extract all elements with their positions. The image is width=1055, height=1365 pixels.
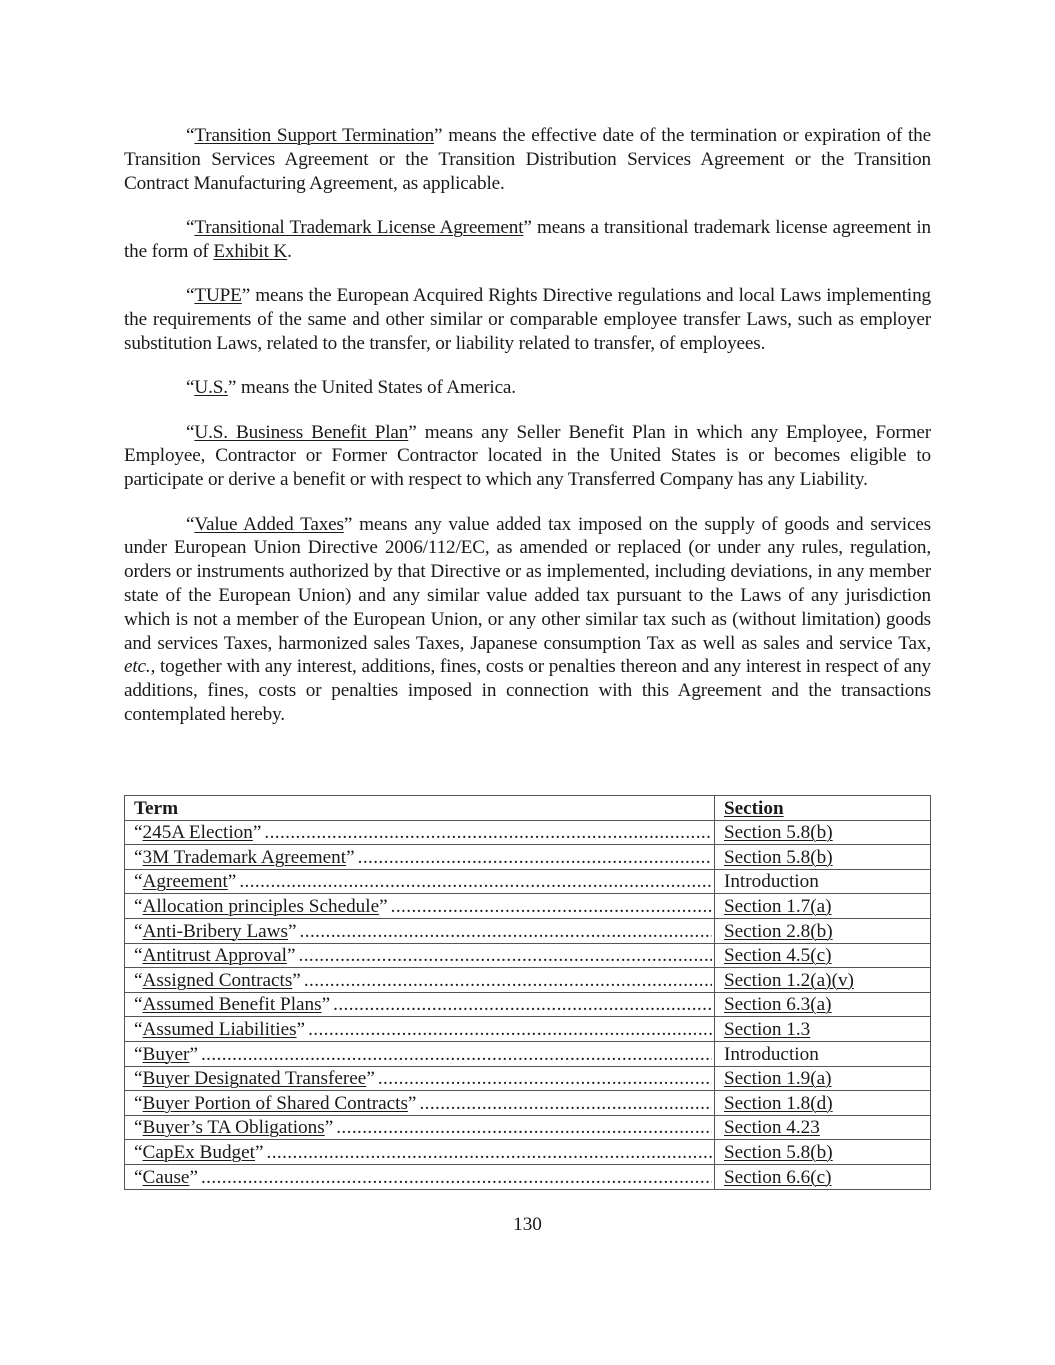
dot-leader — [201, 1167, 712, 1189]
definition-text: means a transitional trademark license agreement in the form of — [124, 216, 931, 262]
section-cell — [714, 845, 930, 870]
term-name: Buyer Portion of Shared Contracts — [142, 1092, 408, 1114]
term-cell: “Buyer’s TA Obligations” ..... — [125, 1115, 715, 1140]
term-cell: “245A Election” ..... — [125, 820, 715, 845]
term-cell: “Anti-Bribery Laws” ..... — [125, 918, 715, 943]
term-cell: “Antitrust Approval” ..... — [125, 943, 715, 968]
term-name: 3M Trademark Agreement — [142, 846, 347, 868]
section-link[interactable]: Section 5.8(b) — [723, 822, 833, 844]
section-cell — [714, 1091, 930, 1116]
definition-text: means the European Acquired Rights Directive regulations and local Laws implementing the requirements of the same and other similar or comparable employee transfer Laws, such as employer substitution Laws, related to the transfer, or liability related to transfer, of employees. — [124, 285, 931, 354]
table-row — [125, 1041, 931, 1066]
term-name: Buyer Designated Transferee — [142, 1068, 367, 1090]
term-cell: “Buyer Designated Transferee” ..... — [125, 1066, 715, 1091]
section-link[interactable]: Section 1.8(d) — [723, 1092, 833, 1114]
definition-text: means the effective date of the termination or expiration of the Transition Services Agreement or the Transition Distribution Services Agreement or the Transition Contract Manufacturing Agreement, as applicable. — [124, 125, 931, 194]
defined-terms-index-table — [124, 795, 931, 1190]
section-cell — [714, 1041, 930, 1066]
definition-transitional-trademark-license-agreement: “Transitional Trademark License Agreement” means a transitional trademark license agreement in the form of Exhibit K. — [124, 216, 931, 262]
term-cell: “Assigned Contracts” ..... — [125, 968, 715, 993]
term-cell: “CapEx Budget” ..... — [125, 1140, 715, 1165]
section-reference: Introduction — [723, 871, 819, 893]
table-row — [125, 869, 931, 894]
dot-leader — [239, 871, 712, 893]
term-cell: “Cause” ..... — [125, 1164, 715, 1189]
term-name: Allocation principles Schedule — [142, 895, 380, 917]
header-section: Section — [714, 796, 930, 821]
definition-text: means any Seller Benefit Plan in which any Employee, Former Employee, Contractor or Former Contractor located in the United States is or becomes eligible to participate or derive a benefit or with respect to which any Transferred Company has any Liability. — [124, 421, 931, 491]
term-name: Buyer’s TA Obligations — [142, 1117, 325, 1139]
definition-transition-support-termination: “Transition Support Termination” means the effective date of the termination or expiration of the Transition Services Agreement or the Transition Distribution Services Agreement or the Transition Contract Manufacturing Agreement, as applicable. — [124, 125, 931, 194]
term-name: Agreement — [142, 871, 228, 893]
term-cell: “Allocation principles Schedule” ..... — [125, 894, 715, 919]
section-cell — [714, 968, 930, 993]
section-link[interactable]: Section 1.9(a) — [723, 1068, 832, 1090]
dot-leader — [336, 1117, 712, 1139]
table-row — [125, 943, 931, 968]
definition-tupe: “TUPE” means the European Acquired Rights Directive regulations and local Laws implementing the requirements of the same and other similar or comparable employee transfer Laws, such as employer substitution Laws, related to the transfer, or liability related to transfer, of employees. — [124, 285, 931, 354]
table-row — [125, 1066, 931, 1091]
dot-leader — [201, 1044, 712, 1066]
dot-leader — [333, 994, 712, 1016]
section-link[interactable]: Section 4.23 — [723, 1117, 820, 1139]
term-name: Assumed Liabilities — [142, 1018, 297, 1040]
defined-term: U.S. Business Benefit Plan — [194, 421, 409, 443]
term-name: Cause — [142, 1166, 190, 1188]
section-link[interactable]: Section 1.2(a)(v) — [723, 969, 854, 991]
section-cell — [714, 869, 930, 894]
header-term: Term — [125, 796, 715, 821]
table-row — [125, 1017, 931, 1042]
table-row — [125, 894, 931, 919]
term-name: Antitrust Approval — [142, 945, 287, 967]
section-link[interactable]: Section 1.3 — [723, 1018, 811, 1040]
section-link[interactable]: Section 5.8(b) — [723, 1141, 833, 1163]
table-header-row — [125, 796, 931, 821]
etc-italic: etc. — [124, 656, 151, 678]
defined-term: TUPE — [194, 285, 242, 307]
table-row — [125, 992, 931, 1017]
definition-text: means the United States of America. — [236, 377, 516, 399]
section-cell — [714, 918, 930, 943]
exhibit-k-link[interactable]: Exhibit K — [213, 240, 288, 262]
dot-leader — [308, 1019, 712, 1041]
term-name: Assumed Benefit Plans — [142, 994, 322, 1016]
term-cell: “3M Trademark Agreement” ..... — [125, 845, 715, 870]
term-cell: “Assumed Liabilities” ..... — [125, 1017, 715, 1042]
term-name: CapEx Budget — [142, 1141, 255, 1163]
section-link[interactable]: Section 2.8(b) — [723, 920, 833, 942]
section-cell — [714, 1017, 930, 1042]
section-link[interactable]: Section 5.8(b) — [723, 846, 833, 868]
term-name: 245A Election — [142, 822, 253, 844]
dot-leader — [267, 1142, 712, 1164]
dot-leader — [264, 822, 712, 844]
definition-value-added-taxes: “Value Added Taxes” means any value added tax imposed on the supply of goods and services under European Union Directive 2006/112/EC, as amended or replaced (or under any rules, regulation, orders or instruments authorized by that Directive or as implemented, including deviations, in any member state of the European Union) and any similar value added tax pursuant to the Laws of any jurisdiction which is not a member of the European Union, or any other similar tax such as (without limitation) goods and services Taxes, harmonized sales Taxes, Japanese consumption Tax as well as sales and service Tax, etc., together with any interest, additions, fines, costs or penalties thereon and any interest in respect of any additions, fines, costs or penalties imposed in connection with this Agreement and the transactions contemplated hereby. — [124, 513, 931, 725]
term-cell: “Assumed Benefit Plans” ..... — [125, 992, 715, 1017]
section-cell — [714, 992, 930, 1017]
section-cell — [714, 820, 930, 845]
defined-term: Transition Support Termination — [194, 125, 435, 146]
term-name: Anti-Bribery Laws — [142, 920, 289, 942]
dot-leader — [391, 896, 712, 918]
page-number: 130 — [513, 1214, 542, 1235]
table-body — [125, 820, 931, 1189]
term-cell: “Buyer Portion of Shared Contracts” ..... — [125, 1091, 715, 1116]
section-link[interactable]: Section 4.5(c) — [723, 945, 832, 967]
section-link[interactable]: Section 6.3(a) — [723, 994, 832, 1016]
document-body — [124, 124, 931, 747]
definition-text: means any value added tax imposed on the supply of goods and services under European Union Directive 2006/112/EC, as amended or replaced (or under any rules, regulation, orders or instruments authorized by that Directive or as implemented, including deviations, in any member state of the European Union) and any similar value added tax pursuant to the Laws of any jurisdiction which is not a member of the European Union, or any other similar tax such as (without limitation) goods and services Taxes, harmonized sales Taxes, Japanese consumption Tax as well as sales and service Tax, — [124, 513, 931, 654]
dot-leader — [300, 921, 712, 943]
section-cell — [714, 1115, 930, 1140]
section-reference: Introduction — [723, 1043, 819, 1065]
section-link[interactable]: Section 6.6(c) — [723, 1166, 832, 1188]
table-row — [125, 820, 931, 845]
table-row — [125, 918, 931, 943]
defined-term: U.S. — [194, 377, 228, 399]
table-row — [125, 845, 931, 870]
section-link[interactable]: Section 1.7(a) — [723, 895, 832, 917]
term-name: Assigned Contracts — [142, 969, 293, 991]
term-cell: “Buyer” ..... — [125, 1041, 715, 1066]
table-row — [125, 1091, 931, 1116]
term-cell: “Agreement” ..... — [125, 869, 715, 894]
defined-term: Transitional Trademark License Agreement — [194, 216, 524, 238]
dot-leader — [304, 970, 712, 992]
definition-us: “U.S.” means the United States of America. — [186, 377, 516, 399]
table-row — [125, 1115, 931, 1140]
section-cell — [714, 1066, 930, 1091]
table-row — [125, 968, 931, 993]
dot-leader — [378, 1068, 712, 1090]
table-row — [125, 1164, 931, 1189]
section-cell — [714, 1164, 930, 1189]
dot-leader — [419, 1093, 712, 1115]
section-cell — [714, 943, 930, 968]
table-row — [125, 1140, 931, 1165]
definition-us-business-benefit-plan: “U.S. Business Benefit Plan” means any Seller Benefit Plan in which any Employee, Former Employee, Contractor or Former Contractor located in the United States is or becomes eligible to participate or derive a benefit or with respect to which any Transferred Company has any Liability. — [124, 421, 931, 491]
dot-leader — [358, 847, 712, 869]
section-cell — [714, 894, 930, 919]
section-cell — [714, 1140, 930, 1165]
dot-leader — [299, 945, 713, 967]
term-name: Buyer — [142, 1043, 190, 1065]
defined-term: Value Added Taxes — [194, 513, 344, 535]
